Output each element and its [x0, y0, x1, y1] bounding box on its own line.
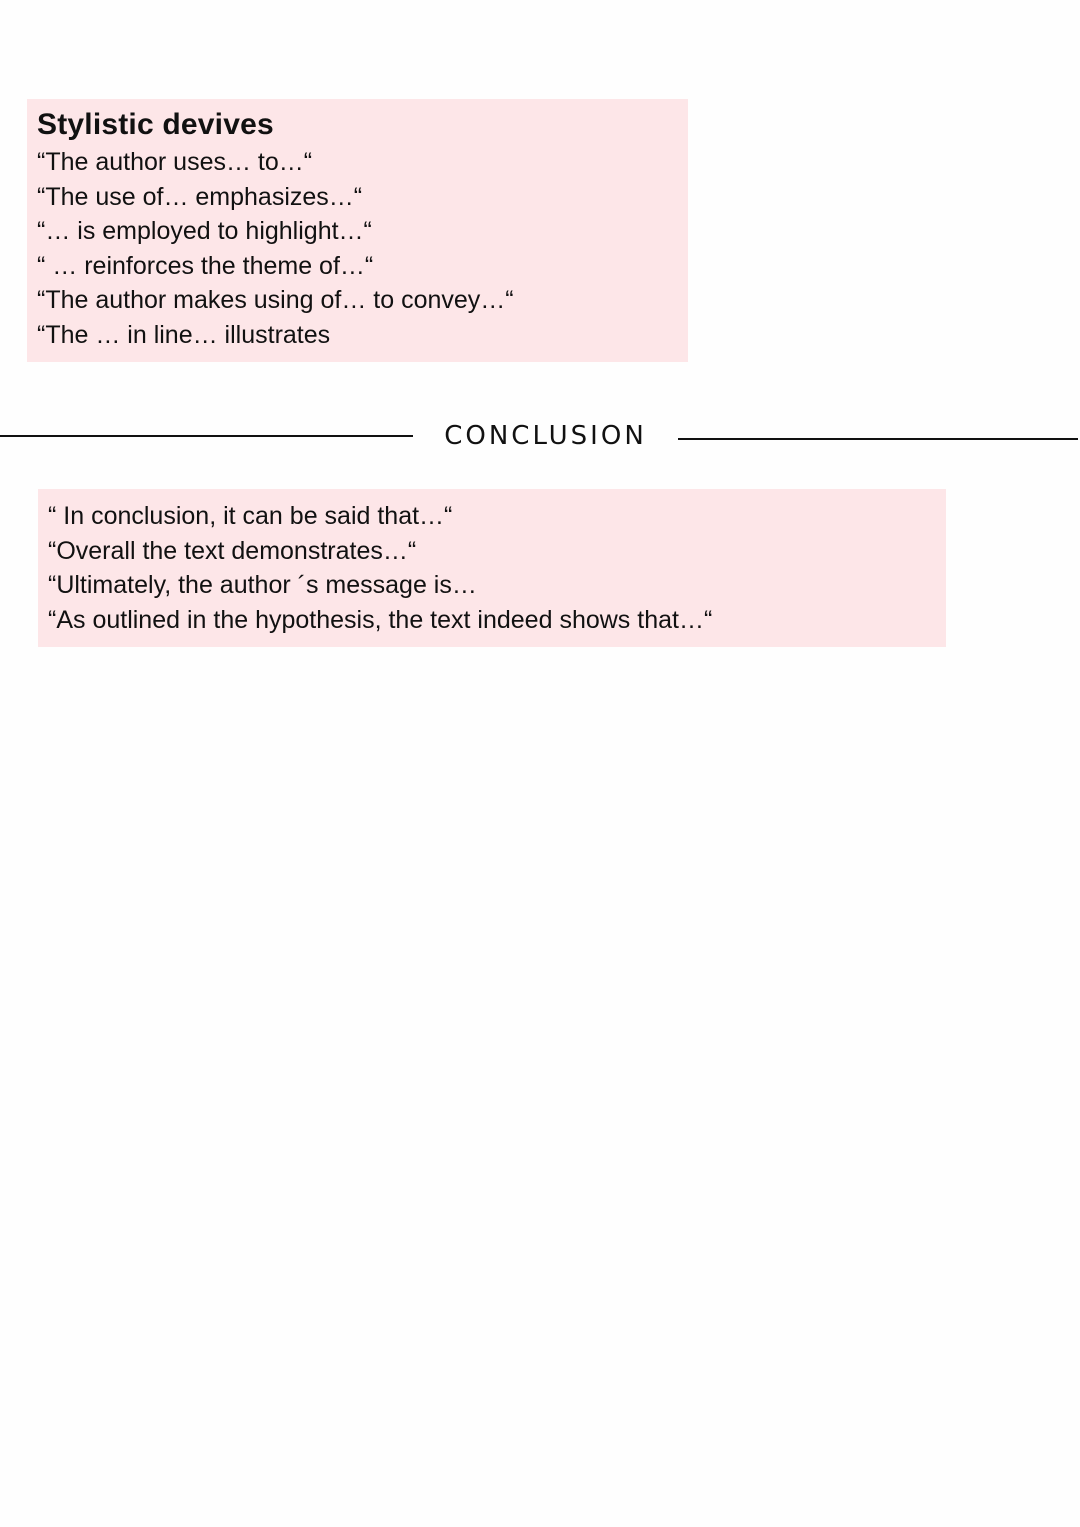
conclusion-heading: CONCLUSION — [444, 421, 647, 451]
conclusion-divider-right — [678, 438, 1078, 440]
stylistic-devices-box — [27, 99, 688, 362]
stylistic-devices-phrase: “The author uses… to…“ — [37, 148, 313, 176]
conclusion-phrase: “As outlined in the hypothesis, the text indeed shows that…“ — [48, 605, 713, 634]
conclusion-phrase: “Ultimately, the author ´s message is… — [48, 571, 477, 600]
stylistic-devices-phrase: “… is employed to highlight…“ — [37, 217, 372, 246]
conclusion-phrase: “Overall the text demonstrates…“ — [48, 536, 417, 565]
conclusion-box — [38, 489, 946, 647]
conclusion-phrase: “ In conclusion, it can be said that…“ — [48, 502, 453, 530]
stylistic-devices-title: Stylistic devives — [37, 108, 274, 141]
stylistic-devices-phrase: “The use of… emphasizes…“ — [37, 182, 363, 211]
stylistic-devices-phrase: “ … reinforces the theme of…“ — [37, 251, 374, 280]
stylistic-devices-phrase: “The … in line… illustrates — [37, 320, 331, 349]
conclusion-divider-left — [0, 435, 413, 437]
stylistic-devices-phrase: “The author makes using of… to convey…“ — [37, 286, 514, 315]
